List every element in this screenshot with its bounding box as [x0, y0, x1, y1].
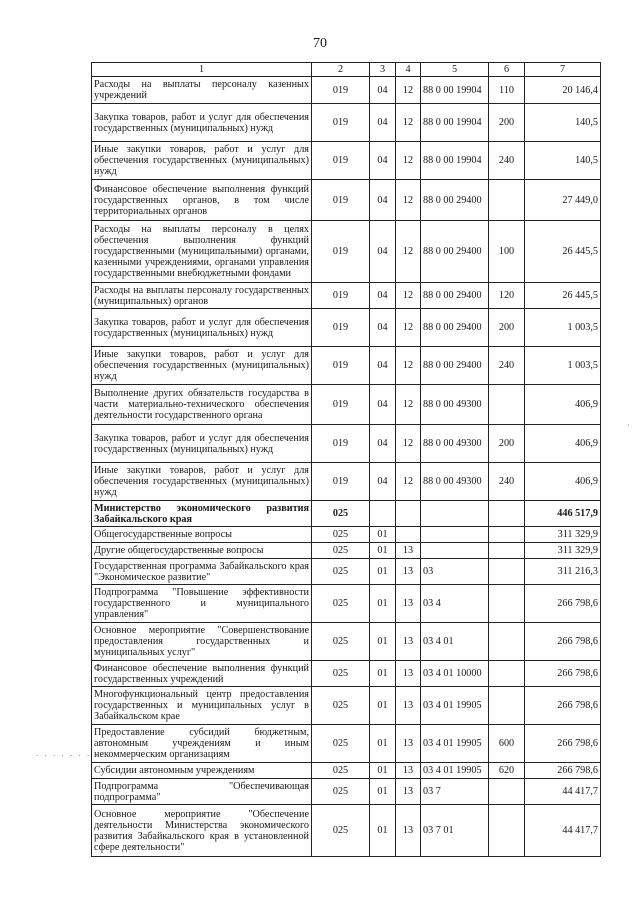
target-article-cell	[421, 501, 489, 527]
expense-type-cell	[489, 385, 525, 425]
amount-cell: 406,9	[525, 385, 601, 425]
row-name-cell: Расходы на выплаты персоналу казенных учреждений	[92, 77, 312, 104]
row-name-cell: Иные закупки товаров, работ и услуг для обеспечения государственных (муниципальных) нужд	[92, 142, 312, 180]
budget-table	[91, 62, 601, 857]
section-cell: 01	[370, 661, 396, 687]
code-cell: 019	[312, 347, 370, 385]
code-cell: 025	[312, 779, 370, 805]
subsection-cell: 12	[396, 385, 421, 425]
table-row	[92, 283, 601, 309]
target-article-cell: 03 4	[421, 585, 489, 623]
code-cell: 025	[312, 543, 370, 559]
subsection-cell: 12	[396, 463, 421, 501]
section-cell: 01	[370, 527, 396, 543]
expense-type-cell	[489, 779, 525, 805]
section-cell: 04	[370, 77, 396, 104]
table-row	[92, 180, 601, 221]
target-article-cell: 88 0 00 49300	[421, 463, 489, 501]
code-cell: 019	[312, 221, 370, 283]
row-name-cell: Общегосударственные вопросы	[92, 527, 312, 543]
section-cell: 01	[370, 623, 396, 661]
amount-cell: 140,5	[525, 142, 601, 180]
table-row	[92, 501, 601, 527]
code-cell: 019	[312, 142, 370, 180]
expense-type-cell	[489, 180, 525, 221]
amount-cell: 311 329,9	[525, 543, 601, 559]
section-cell: 04	[370, 283, 396, 309]
table-row	[92, 463, 601, 501]
expense-type-cell: 240	[489, 142, 525, 180]
row-name-cell: Закупка товаров, работ и услуг для обеспечения государственных (муниципальных) нужд	[92, 104, 312, 142]
section-cell: 01	[370, 725, 396, 763]
code-cell: 025	[312, 585, 370, 623]
amount-cell: 266 798,6	[525, 687, 601, 725]
code-cell: 025	[312, 763, 370, 779]
section-cell: 04	[370, 347, 396, 385]
table-row	[92, 585, 601, 623]
target-article-cell: 03 4 01 19905	[421, 763, 489, 779]
section-cell: 01	[370, 763, 396, 779]
section-cell: 04	[370, 221, 396, 283]
subsection-cell: 12	[396, 142, 421, 180]
expense-type-cell: 200	[489, 425, 525, 463]
row-name-cell: Многофункциональный центр предоставления государственных и муниципальных услуг в Забайкальском крае	[92, 687, 312, 725]
expense-type-cell: 100	[489, 221, 525, 283]
table-row	[92, 661, 601, 687]
section-cell: 04	[370, 180, 396, 221]
target-article-cell: 03 4 01 19905	[421, 687, 489, 725]
amount-cell: 26 445,5	[525, 283, 601, 309]
row-name-cell: Основное мероприятие "Обеспечение деятельности Министерства экономического развития Забайкальского края в установленной сфере деятельности"	[92, 805, 312, 857]
code-cell: 019	[312, 309, 370, 347]
expense-type-cell	[489, 527, 525, 543]
amount-cell: 406,9	[525, 425, 601, 463]
row-name-cell: Субсидии автономным учреждениям	[92, 763, 312, 779]
table-row	[92, 347, 601, 385]
row-name-cell: Подпрограмма "Обеспечивающая подпрограмма"	[92, 779, 312, 805]
section-cell: 01	[370, 559, 396, 585]
subsection-cell: 12	[396, 283, 421, 309]
subsection-cell: 12	[396, 221, 421, 283]
subsection-cell: 13	[396, 543, 421, 559]
row-name-cell: Другие общегосударственные вопросы	[92, 543, 312, 559]
expense-type-cell: 240	[489, 347, 525, 385]
row-name-cell: Предоставление субсидий бюджетным, автономным учреждениям и иным некоммерческим организациям	[92, 725, 312, 763]
code-cell: 025	[312, 559, 370, 585]
code-cell: 019	[312, 463, 370, 501]
subsection-cell: 12	[396, 347, 421, 385]
table-row	[92, 779, 601, 805]
code-cell: 019	[312, 104, 370, 142]
subsection-cell: 12	[396, 104, 421, 142]
section-cell: 04	[370, 142, 396, 180]
row-name-cell: Закупка товаров, работ и услуг для обеспечения государственных (муниципальных) нужд	[92, 425, 312, 463]
column-header: 4	[396, 63, 421, 77]
section-cell	[370, 501, 396, 527]
amount-cell: 20 146,4	[525, 77, 601, 104]
row-name-cell: Выполнение других обязательств государства в части материально-технического обеспечения деятельности государственного органа	[92, 385, 312, 425]
amount-cell: 266 798,6	[525, 725, 601, 763]
expense-type-cell: 110	[489, 77, 525, 104]
expense-type-cell: 200	[489, 309, 525, 347]
target-article-cell: 03 7	[421, 779, 489, 805]
target-article-cell: 88 0 00 19904	[421, 104, 489, 142]
subsection-cell: 12	[396, 77, 421, 104]
target-article-cell: 03 4 01 10000	[421, 661, 489, 687]
amount-cell: 446 517,9	[525, 501, 601, 527]
column-header: 2	[312, 63, 370, 77]
target-article-cell: 03	[421, 559, 489, 585]
amount-cell: 311 216,3	[525, 559, 601, 585]
table-row	[92, 104, 601, 142]
subsection-cell: 12	[396, 309, 421, 347]
code-cell: 019	[312, 283, 370, 309]
expense-type-cell	[489, 585, 525, 623]
target-article-cell: 88 0 00 29400	[421, 221, 489, 283]
table-row	[92, 763, 601, 779]
expense-type-cell	[489, 559, 525, 585]
table-row	[92, 425, 601, 463]
section-cell: 04	[370, 309, 396, 347]
target-article-cell: 88 0 00 49300	[421, 425, 489, 463]
section-cell: 01	[370, 585, 396, 623]
row-name-cell: Закупка товаров, работ и услуг для обеспечения государственных (муниципальных) нужд	[92, 309, 312, 347]
target-article-cell: 03 4 01	[421, 623, 489, 661]
row-name-cell: Основное мероприятие "Совершенствование предоставления государственных и муниципальных услуг"	[92, 623, 312, 661]
target-article-cell: 88 0 00 29400	[421, 180, 489, 221]
table-row	[92, 543, 601, 559]
page-number: 70	[313, 36, 327, 51]
amount-cell: 266 798,6	[525, 623, 601, 661]
code-cell: 019	[312, 77, 370, 104]
subsection-cell: 13	[396, 725, 421, 763]
section-cell: 01	[370, 779, 396, 805]
amount-cell: 140,5	[525, 104, 601, 142]
subsection-cell: 12	[396, 180, 421, 221]
margin-dots: . . . . . . . . .	[36, 748, 109, 758]
table-row	[92, 309, 601, 347]
code-cell: 025	[312, 623, 370, 661]
code-cell: 025	[312, 805, 370, 857]
code-cell: 025	[312, 501, 370, 527]
amount-cell: 1 003,5	[525, 309, 601, 347]
target-article-cell	[421, 543, 489, 559]
subsection-cell: 13	[396, 585, 421, 623]
row-name-cell: Подпрограмма "Повышение эффективности государственного и муниципального управления"	[92, 585, 312, 623]
table-row	[92, 527, 601, 543]
table-row	[92, 805, 601, 857]
expense-type-cell	[489, 687, 525, 725]
code-cell: 019	[312, 180, 370, 221]
table-row	[92, 725, 601, 763]
amount-cell: 311 329,9	[525, 527, 601, 543]
target-article-cell: 88 0 00 19904	[421, 77, 489, 104]
subsection-cell: 12	[396, 425, 421, 463]
amount-cell: 266 798,6	[525, 763, 601, 779]
target-article-cell: 88 0 00 29400	[421, 347, 489, 385]
expense-type-cell: 200	[489, 104, 525, 142]
amount-cell: 27 449,0	[525, 180, 601, 221]
expense-type-cell: 240	[489, 463, 525, 501]
expense-type-cell	[489, 805, 525, 857]
section-cell: 04	[370, 385, 396, 425]
amount-cell: 44 417,7	[525, 779, 601, 805]
row-name-cell: Государственная программа Забайкальского края "Экономическое развитие"	[92, 559, 312, 585]
row-name-cell: Расходы на выплаты персоналу в целях обеспечения выполнения функций государственными (муниципальными) органами, казенными учреждениями, органами управления государственными внебюджетными фондами	[92, 221, 312, 283]
expense-type-cell	[489, 543, 525, 559]
subsection-cell: 13	[396, 687, 421, 725]
column-header: 5	[421, 63, 489, 77]
table-row	[92, 77, 601, 104]
table-row	[92, 559, 601, 585]
table-row	[92, 623, 601, 661]
section-cell: 04	[370, 104, 396, 142]
expense-type-cell: 120	[489, 283, 525, 309]
expense-type-cell	[489, 623, 525, 661]
section-cell: 04	[370, 463, 396, 501]
row-name-cell: Иные закупки товаров, работ и услуг для обеспечения государственных (муниципальных) нужд	[92, 463, 312, 501]
subsection-cell: 13	[396, 763, 421, 779]
subsection-cell: 13	[396, 559, 421, 585]
subsection-cell: 13	[396, 779, 421, 805]
column-header: 1	[92, 63, 312, 77]
table-row	[92, 221, 601, 283]
subsection-cell	[396, 527, 421, 543]
subsection-cell: 13	[396, 661, 421, 687]
table-row	[92, 687, 601, 725]
expense-type-cell: 620	[489, 763, 525, 779]
row-name-cell: Финансовое обеспечение выполнения функций государственных учреждений	[92, 661, 312, 687]
column-header: 6	[489, 63, 525, 77]
expense-type-cell: 600	[489, 725, 525, 763]
target-article-cell: 03 4 01 19905	[421, 725, 489, 763]
amount-cell: 266 798,6	[525, 585, 601, 623]
row-name-cell: Расходы на выплаты персоналу государственных (муниципальных) органов	[92, 283, 312, 309]
target-article-cell: 03 7 01	[421, 805, 489, 857]
code-cell: 025	[312, 527, 370, 543]
section-cell: 01	[370, 543, 396, 559]
section-cell: 01	[370, 805, 396, 857]
row-name-cell: Министерство экономического развития Забайкальского края	[92, 501, 312, 527]
column-header: 3	[370, 63, 396, 77]
section-cell: 01	[370, 687, 396, 725]
code-cell: 025	[312, 661, 370, 687]
code-cell: 019	[312, 425, 370, 463]
target-article-cell: 88 0 00 29400	[421, 283, 489, 309]
row-name-cell: Финансовое обеспечение выполнения функций государственных органов, в том числе территориальных органов	[92, 180, 312, 221]
section-cell: 04	[370, 425, 396, 463]
table-header-row	[92, 63, 601, 77]
target-article-cell: 88 0 00 19904	[421, 142, 489, 180]
subsection-cell: 13	[396, 805, 421, 857]
margin-mark: ·	[627, 420, 630, 430]
table-row	[92, 142, 601, 180]
amount-cell: 1 003,5	[525, 347, 601, 385]
subsection-cell	[396, 501, 421, 527]
subsection-cell: 13	[396, 623, 421, 661]
expense-type-cell	[489, 661, 525, 687]
code-cell: 019	[312, 385, 370, 425]
target-article-cell	[421, 527, 489, 543]
row-name-cell: Иные закупки товаров, работ и услуг для обеспечения государственных (муниципальных) нужд	[92, 347, 312, 385]
amount-cell: 266 798,6	[525, 661, 601, 687]
target-article-cell: 88 0 00 49300	[421, 385, 489, 425]
amount-cell: 26 445,5	[525, 221, 601, 283]
table-row	[92, 385, 601, 425]
amount-cell: 406,9	[525, 463, 601, 501]
code-cell: 025	[312, 725, 370, 763]
target-article-cell: 88 0 00 29400	[421, 309, 489, 347]
code-cell: 025	[312, 687, 370, 725]
expense-type-cell	[489, 501, 525, 527]
amount-cell: 44 417,7	[525, 805, 601, 857]
column-header: 7	[525, 63, 601, 77]
